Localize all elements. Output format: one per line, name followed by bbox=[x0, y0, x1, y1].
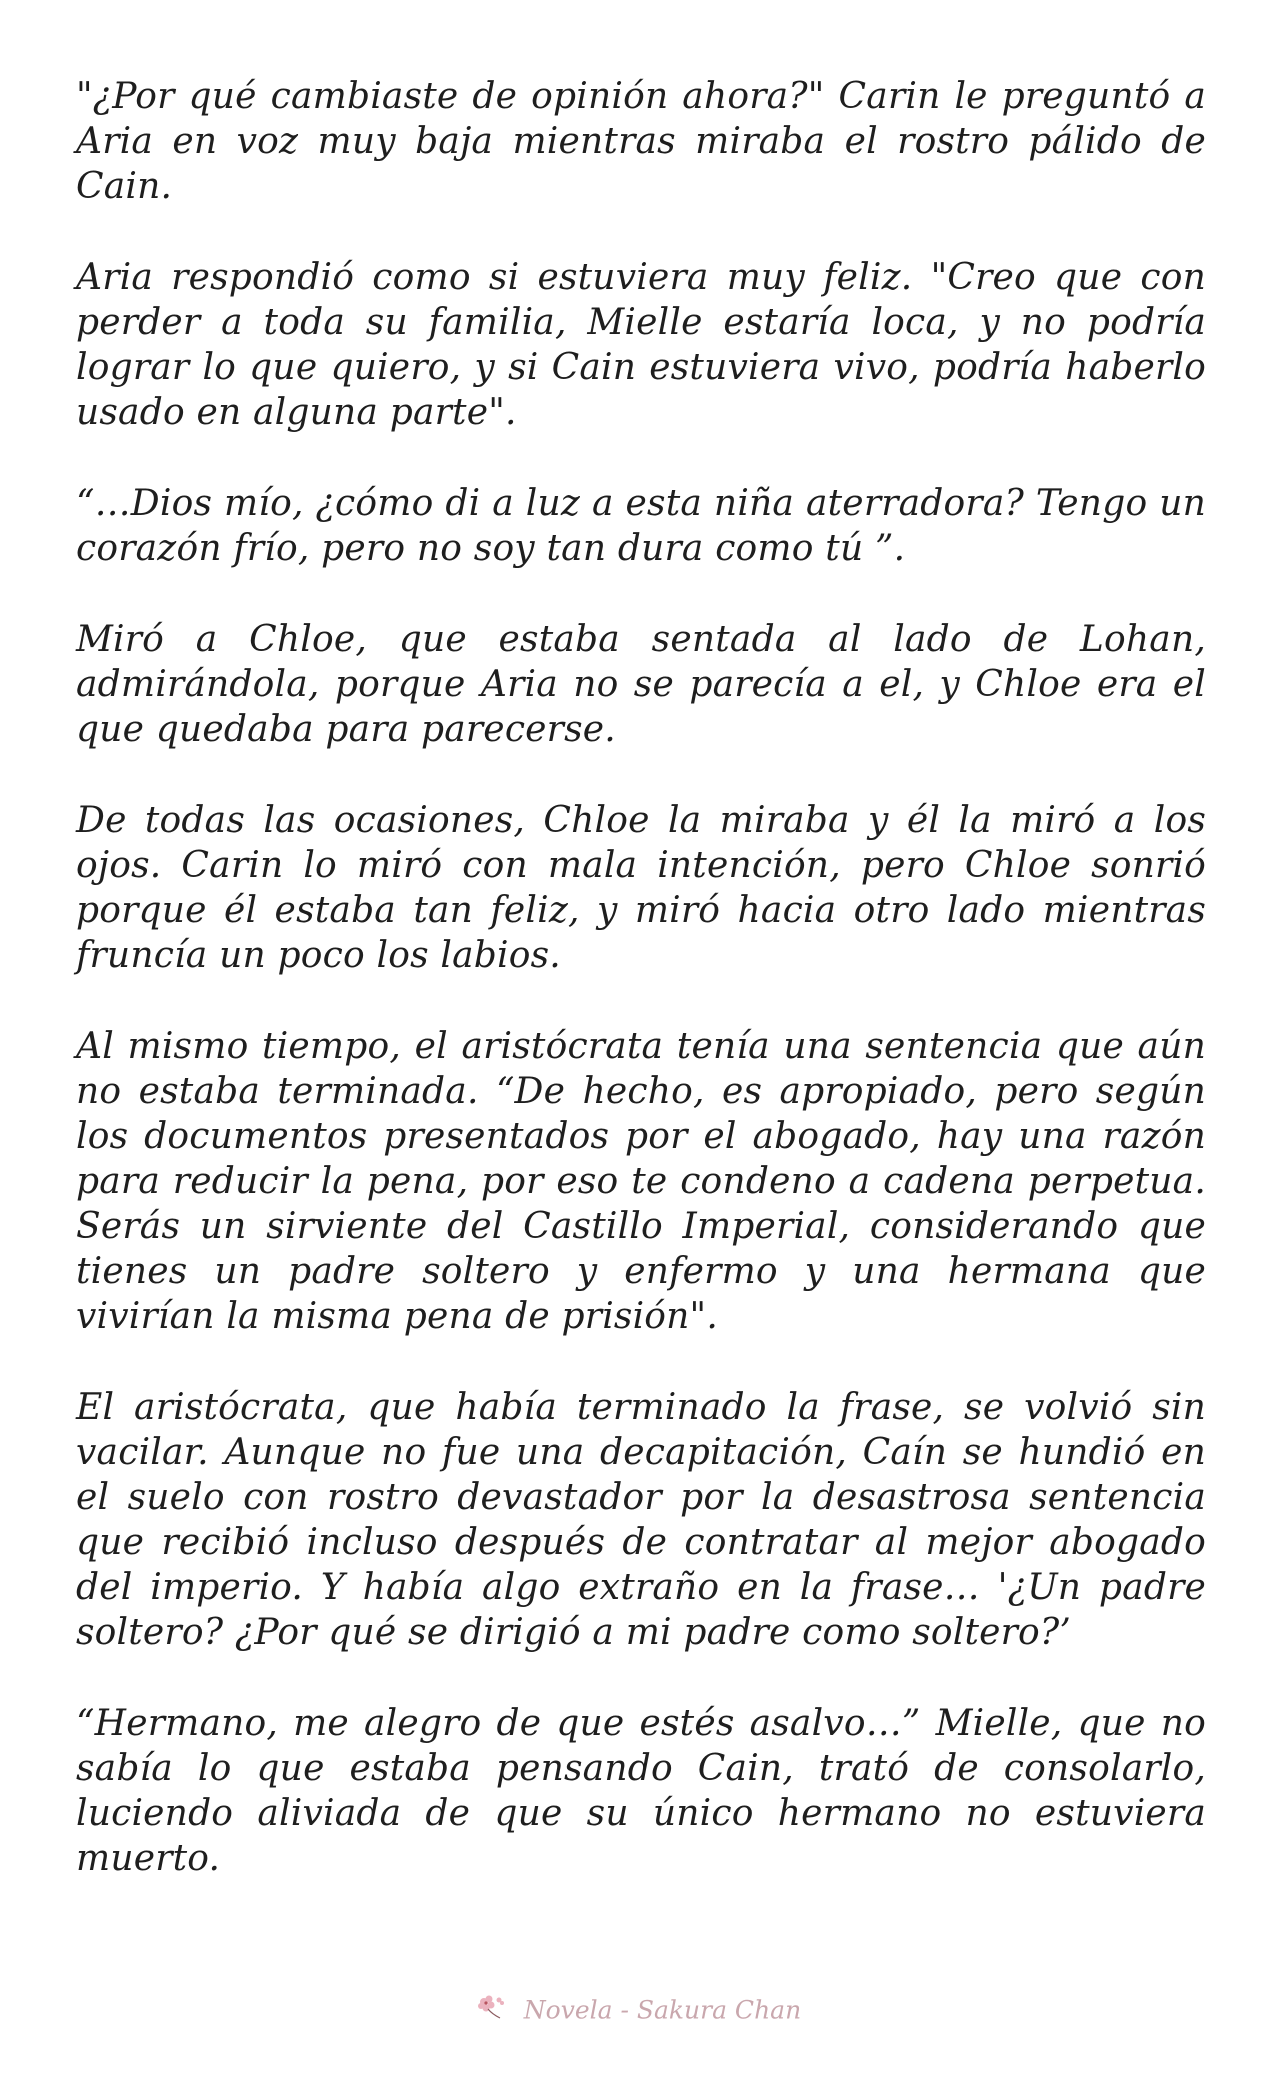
paragraph-3: “…Dios mío, ¿cómo di a luz a esta niña aterradora? Tengo un corazón frío, pero no soy tan dura como tú ”. bbox=[76, 483, 1206, 569]
paragraph-1: "¿Por qué cambiaste de opinión ahora?" Carin le preguntó a Aria en voz muy baja mientras miraba el rostro pálido de Cain. bbox=[76, 76, 1206, 207]
paragraph-2: Aria respondió como si estuviera muy feliz. "Creo que con perder a toda su familia, Mielle estaría loca, y no podría lograr lo que quiero, y si Cain estuviera vivo, podría haberlo usado en alguna parte". bbox=[76, 257, 1206, 433]
paragraph-4: Miró a Chloe, que estaba sentada al lado de Lohan, admirándola, porque Aria no se parecía a el, y Chloe era el que quedaba para parecerse. bbox=[76, 619, 1206, 750]
sakura-flower-icon bbox=[474, 1992, 510, 2028]
document-body bbox=[76, 74, 1206, 1927]
watermark bbox=[0, 1992, 1275, 2028]
paragraph-8: “Hermano, me alegro de que estés asalvo…” Mielle, que no sabía lo que estaba pensando Cain, trató de consolarlo, luciendo aliviada de que su único hermano no estuviera muerto. bbox=[76, 1703, 1206, 1879]
watermark-text: Novela - Sakura Chan bbox=[523, 1995, 802, 2025]
paragraph-7: El aristócrata, que había terminado la frase, se volvió sin vacilar. Aunque no fue una decapitación, Caín se hundió en el suelo con rostro devastador por la desastrosa sentencia que recibió incluso después de contratar al mejor abogado del imperio. Y había algo extraño en la frase… '¿Un padre soltero? ¿Por qué se dirigió a mi padre como soltero?’ bbox=[76, 1387, 1206, 1653]
paragraph-6: Al mismo tiempo, el aristócrata tenía una sentencia que aún no estaba terminada. “De hecho, es apropiado, pero según los documentos presentados por el abogado, hay una razón para reducir la pena, por eso te condeno a cadena perpetua. Serás un sirviente del Castillo Imperial, considerando que tienes un padre soltero y enfermo y una hermana que vivirían la misma pena de prisión". bbox=[76, 1026, 1206, 1337]
paragraph-5: De todas las ocasiones, Chloe la miraba y él la miró a los ojos. Carin lo miró con mala intención, pero Chloe sonrió porque él estaba tan feliz, y miró hacia otro lado mientras fruncía un poco los labios. bbox=[76, 800, 1206, 976]
